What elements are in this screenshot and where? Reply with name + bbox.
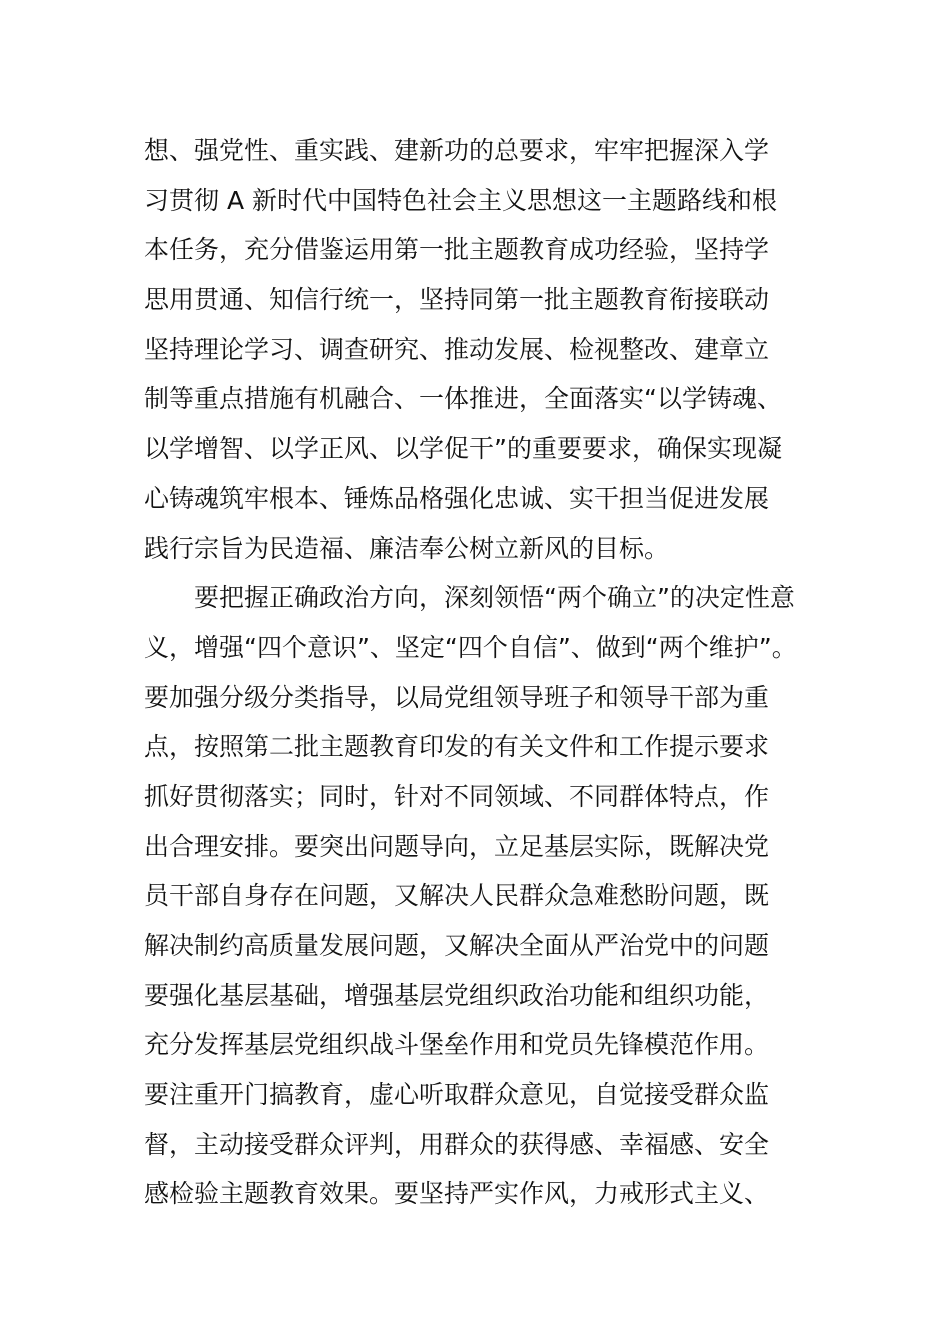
text-line: 思用贯通、知信行统一，坚持同第一批主题教育衔接联动	[144, 285, 770, 315]
text-line: 感检验主题教育效果。要坚持严实作风，力戒形式主义、	[144, 1179, 770, 1209]
text-line: 想、强党性、重实践、建新功的总要求，牢牢把握深入学	[144, 136, 770, 165]
text-line: 解决制约高质量发展问题，又解决全面从严治党中的问题	[144, 931, 770, 960]
text-line: 要强化基层基础，增强基层党组织政治功能和组织功能，	[144, 980, 770, 1010]
document-body-text	[144, 126, 824, 1219]
text-line: 员干部自身存在问题，又解决人民群众急难愁盼问题，既	[144, 881, 770, 911]
text-line: 出合理安排。要突出问题导向，立足基层实际，既解决党	[144, 831, 770, 861]
text-line: 要加强分级分类指导，以局党组领导班子和领导干部为重	[144, 682, 770, 712]
text-line: 充分发挥基层党组织战斗堡垒作用和党员先锋模范作用。	[144, 1030, 770, 1060]
text-line: 要注重开门搞教育，虚心听取群众意见，自觉接受群众监	[144, 1080, 770, 1110]
text-line: 践行宗旨为民造福、廉洁奉公树立新风的目标。	[144, 533, 670, 563]
text-line: 本任务，充分借鉴运用第一批主题教育成功经验，坚持学	[144, 235, 770, 265]
text-line: 义，增强“四个意识”、坚定“四个自信”、做到“两个维护”。	[144, 632, 797, 662]
text-line: 坚持理论学习、调查研究、推动发展、检视整改、建章立	[144, 334, 770, 364]
text-line: 抓好贯彻落实；同时，针对不同领域、不同群体特点，作	[144, 781, 770, 811]
text-line: 心铸魂筑牢根本、锤炼品格强化忠诚、实干担当促进发展	[144, 483, 770, 513]
text-line: 以学增智、以学正风、以学促干”的重要要求，确保实现凝	[144, 434, 782, 464]
text-line: 制等重点措施有机融合、一体推进，全面落实“以学铸魂、	[144, 384, 782, 414]
paragraph-first-line: 要把握正确政治方向，深刻领悟“两个确立”的决定性意	[194, 583, 795, 613]
text-line: 习贯彻 A 新时代中国特色社会主义思想这一主题路线和根	[144, 185, 777, 215]
text-line: 点，按照第二批主题教育印发的有关文件和工作提示要求	[144, 732, 770, 762]
text-line: 督，主动接受群众评判，用群众的获得感、幸福感、安全	[144, 1129, 770, 1159]
